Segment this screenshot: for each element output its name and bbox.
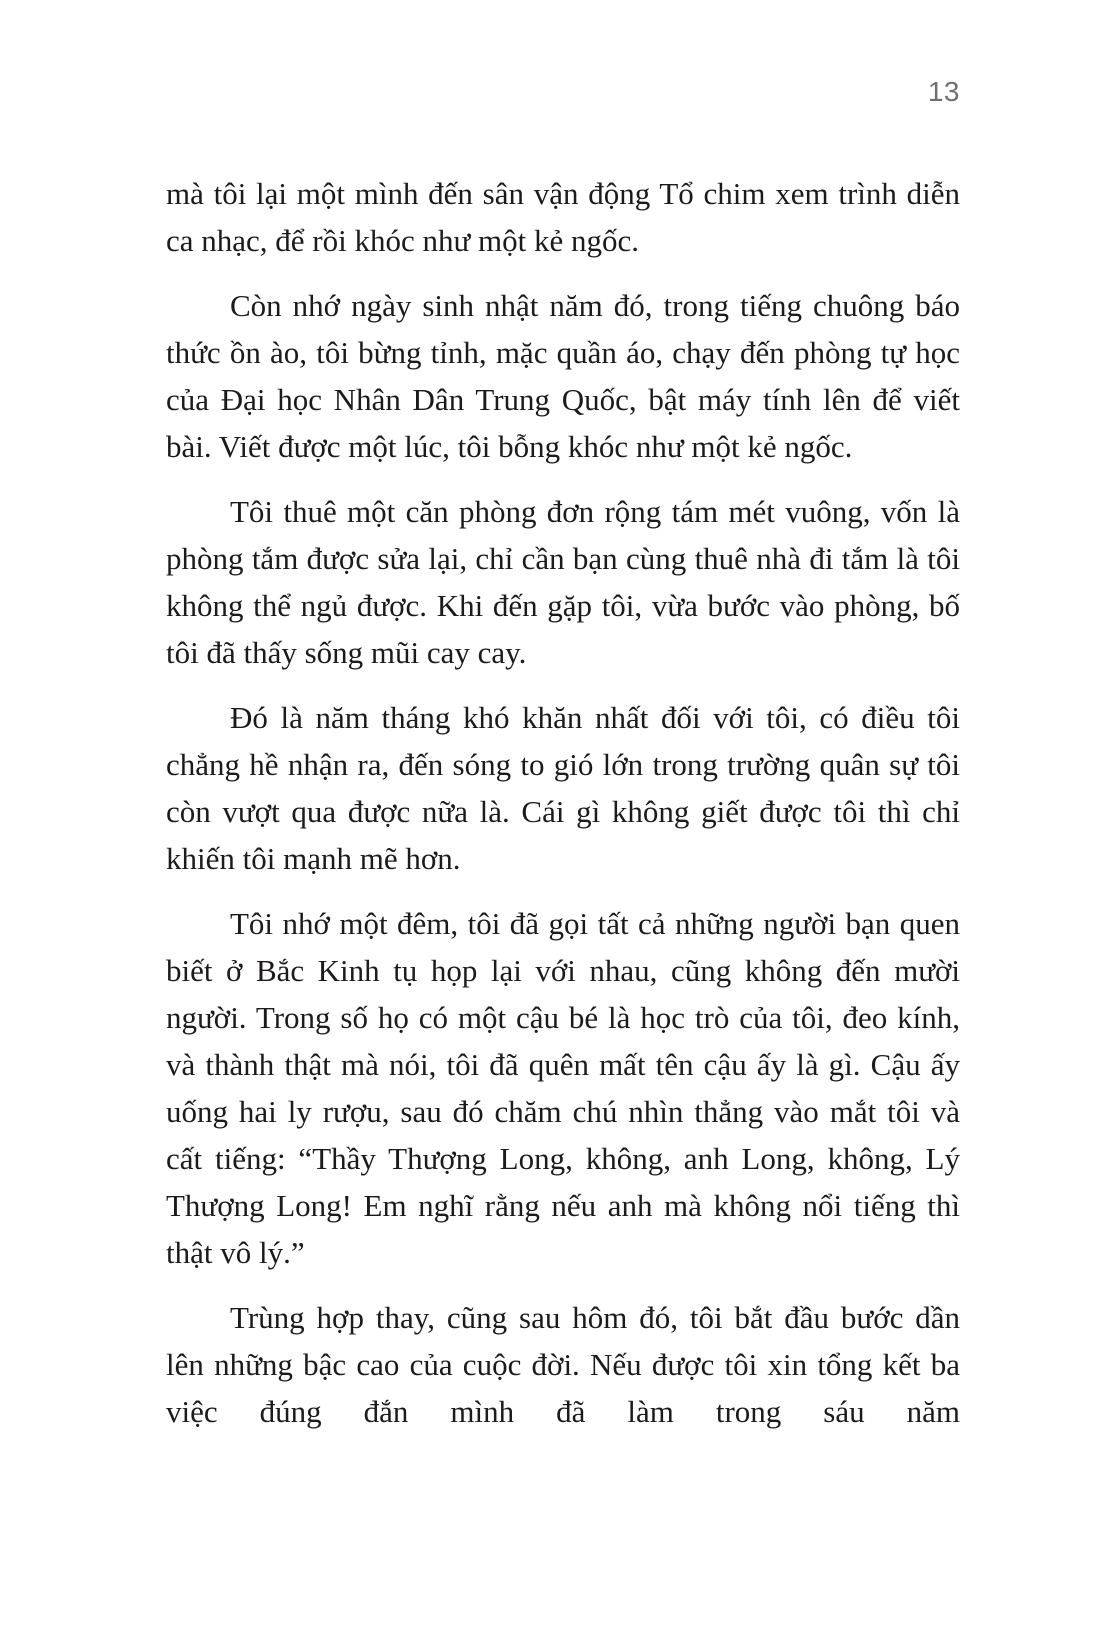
paragraph: Tôi thuê một căn phòng đơn rộng tám mét vuông, vốn là phòng tắm được sửa lại, chỉ cần bạn cùng thuê nhà đi tắm là tôi không thể ngủ được. Khi đến gặp tôi, vừa bước vào phòng, bố tôi đã thấy sống mũi cay cay. — [166, 494, 960, 670]
paragraph: Tôi nhớ một đêm, tôi đã gọi tất cả những người bạn quen biết ở Bắc Kinh tụ họp lại với nhau, cũng không đến mười người. Trong số họ có một cậu bé là học trò của tôi, đeo kính, và thành thật mà nói, tôi đã quên mất tên cậu ấy là gì. Cậu ấy uống hai ly rượu, sau đó chăm chú nhìn thẳng vào mắt tôi và cất tiếng: “Thầy Thượng Long, không, anh Long, không, Lý Thượng Long! Em nghĩ rằng nếu anh mà không nổi tiếng thì thật vô lý.” — [166, 906, 960, 1270]
paragraph: Đó là năm tháng khó khăn nhất đối với tôi, có điều tôi chẳng hề nhận ra, đến sóng to gió lớn trong trường quân sự tôi còn vượt qua được nữa là. Cái gì không giết được tôi thì chỉ khiến tôi mạnh mẽ hơn. — [166, 700, 960, 876]
paragraph: Còn nhớ ngày sinh nhật năm đó, trong tiếng chuông báo thức ồn ào, tôi bừng tỉnh, mặc quần áo, chạy đến phòng tự học của Đại học Nhân Dân Trung Quốc, bật máy tính lên để viết bài. Viết được một lúc, tôi bỗng khóc như một kẻ ngốc. — [166, 288, 960, 464]
paragraph: mà tôi lại một mình đến sân vận động Tổ chim xem trình diễn ca nhạc, để rồi khóc như một kẻ ngốc. — [166, 176, 960, 258]
body-text — [166, 170, 960, 1435]
page-number: 13 — [927, 76, 960, 107]
paragraph: Trùng hợp thay, cũng sau hôm đó, tôi bắt đầu bước dần lên những bậc cao của cuộc đời. Nếu được tôi xin tổng kết ba việc đúng đắn mình đã làm trong sáu năm — [166, 1300, 960, 1429]
